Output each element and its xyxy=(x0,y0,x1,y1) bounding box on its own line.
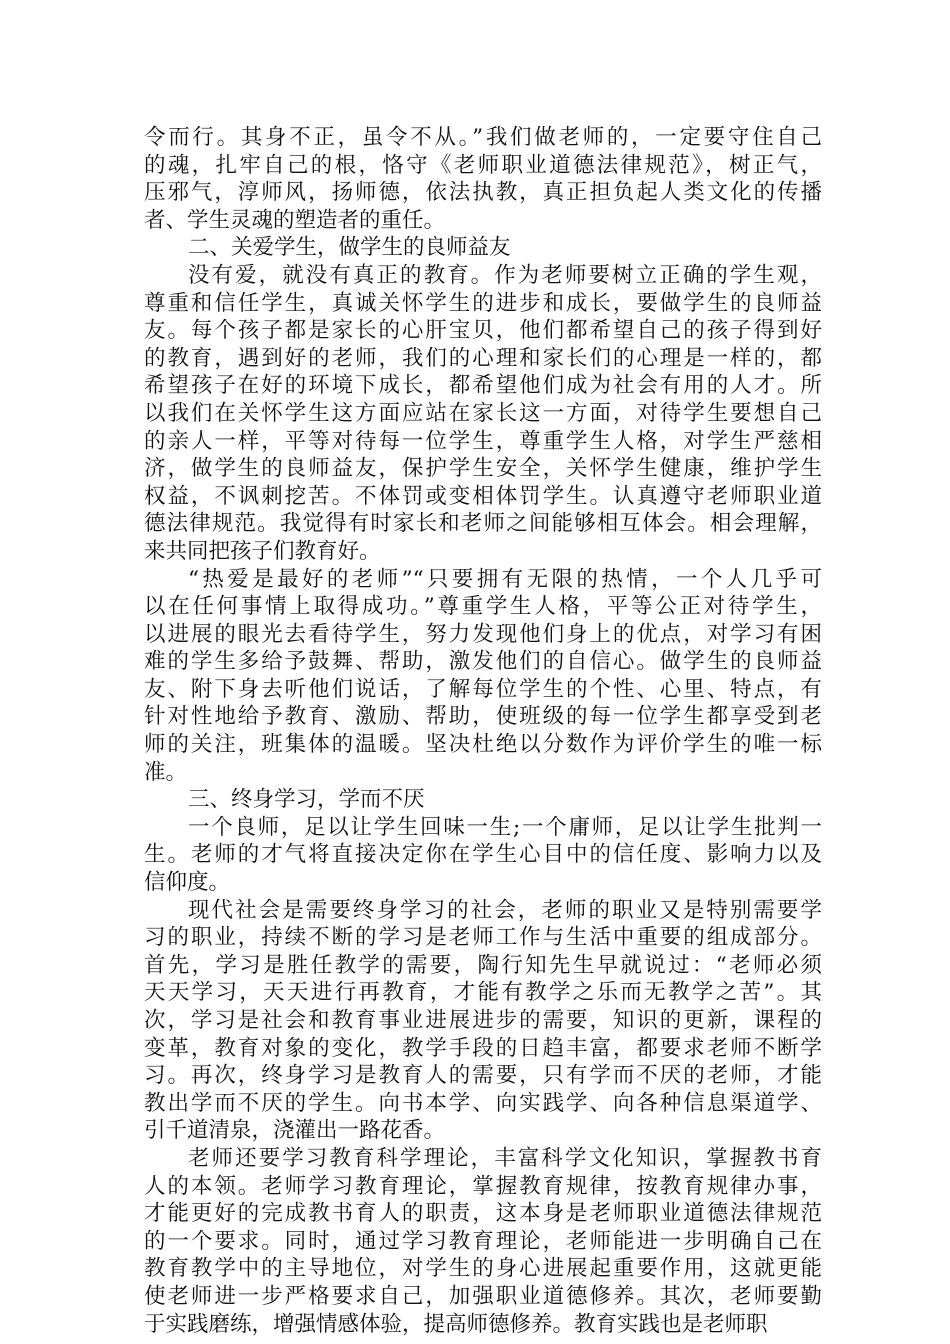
text-line: 教育教学中的主导地位，对学生的身心进展起重要作用，这就更能 xyxy=(144,1256,822,1282)
text-line: 老师还要学习教育科学理论，丰富科学文化知识，掌握教书育 xyxy=(188,1145,822,1171)
text-line: 天天学习，天天进行再教育，才能有教学之乐而无教学之苦”。其 xyxy=(144,980,822,1006)
text-line: 德法律规范。我觉得有时家长和老师之间能够相互体会。相会理解， xyxy=(144,511,822,537)
text-line: 生。老师的才气将直接决定你在学生心目中的信任度、影响力以及 xyxy=(144,842,822,868)
text-line: 的一个要求。同时，通过学习教育理论，老师能进一步明确自己在 xyxy=(144,1228,822,1254)
text-line: 济，做学生的良师益友，保护学生安全，关怀学生健康，维护学生 xyxy=(144,456,822,482)
section-heading-2 xyxy=(144,234,822,262)
text-line: 希望孩子在好的环境下成长，都希望他们成为社会有用的人才。所 xyxy=(144,373,822,399)
text-line: 次，学习是社会和教育事业进展进步的需要，知识的更新，课程的 xyxy=(144,1008,822,1033)
document-body xyxy=(144,124,822,1338)
text-line: 友、附下身去听他们说话，了解每位学生的个性、心里、特点，有 xyxy=(144,676,822,702)
text-line: 来共同把孩子们教育好。 xyxy=(144,538,381,564)
text-line: 压邪气，淳师风，扬师德，依法执教，真正担负起人类文化的传播 xyxy=(144,180,822,206)
text-line: 的教育，遇到好的老师，我们的心理和家长们的心理是一样的，都 xyxy=(144,345,822,371)
text-line: 习的职业，持续不断的学习是老师工作与生活中重要的组成部分。 xyxy=(144,925,822,951)
text-line: 习。再次，终身学习是教育人的需要，只有学而不厌的老师，才能 xyxy=(144,1063,822,1089)
paragraph-love-students xyxy=(144,262,822,566)
text-line: 引千道清泉，浇灌出一路花香。 xyxy=(144,1118,446,1144)
section-heading-3 xyxy=(144,786,822,814)
text-line: 的魂，扎牢自己的根，恪守《老师职业道德法律规范》，树正气， xyxy=(144,152,822,178)
text-line: 以在任何事情上取得成功。”尊重学生人格，平等公正对待学生， xyxy=(144,594,822,620)
text-line: 者、学生灵魂的塑造者的重任。 xyxy=(144,207,446,233)
text-line: 以进展的眼光去看待学生，努力发现他们身上的优点，对学习有困 xyxy=(144,621,822,647)
text-line: 以我们在关怀学生这方面应站在家长这一方面，对待学生要想自己 xyxy=(144,400,822,426)
text-line: 变革，教育对象的变化，教学手段的日趋丰富，都要求老师不断学 xyxy=(144,1035,822,1061)
paragraph-lifelong-learning xyxy=(144,897,822,1145)
text-line: 师的关注，班集体的温暖。坚决杜绝以分数作为评价学生的唯一标 xyxy=(144,732,822,758)
paragraph-education-theory xyxy=(144,1145,822,1338)
paragraph-intro-continuation xyxy=(144,124,822,234)
text-line: 信仰度。 xyxy=(144,870,231,896)
text-line: 三、终身学习，学而不厌 xyxy=(188,787,425,813)
text-line: 使老师进一步严格要求自己，加强职业道德修养。其次，老师要勤 xyxy=(144,1283,822,1309)
text-line: 权益，不讽刺挖苦。不体罚或变相体罚学生。认真遵守老师职业道 xyxy=(144,483,822,509)
text-line: 于实践磨练，增强情感体验，提高师德修养。教育实践也是老师职 xyxy=(144,1311,768,1337)
text-line: 教出学而不厌的学生。向书本学、向实践学、向各种信息渠道学、 xyxy=(144,1090,822,1116)
text-line: 准。 xyxy=(144,759,188,785)
text-line: 现代社会是需要终身学习的社会，老师的职业又是特别需要学 xyxy=(188,897,822,923)
text-line: 难的学生多给予鼓舞、帮助，激发他们的自信心。做学生的良师益 xyxy=(144,649,822,675)
text-line: 针对性地给予教育、激励、帮助，使班级的每一位学生都享受到老 xyxy=(144,704,822,730)
text-line: 友。每个孩子都是家长的心肝宝贝，他们都希望自己的孩子得到好 xyxy=(144,318,822,344)
paragraph-good-teacher xyxy=(144,814,822,897)
text-line: 首先，学习是胜任教学的需要，陶行知先生早就说过：“老师必须 xyxy=(144,952,822,978)
text-line: 才能更好的完成教书育人的职责，这本身是老师职业道德法律规范 xyxy=(144,1201,822,1227)
paragraph-passion xyxy=(144,566,822,787)
text-line: 令而行。其身不正，虽令不从。”我们做老师的，一定要守住自己 xyxy=(144,125,822,150)
text-line: 尊重和信任学生，真诚关怀学生的进步和成长，要做学生的良师益 xyxy=(144,290,822,316)
text-line: “热爱是最好的老师”“只要拥有无限的热情，一个人几乎可 xyxy=(188,566,822,592)
text-line: 二、关爱学生，做学生的良师益友 xyxy=(188,235,511,261)
text-line: 一个良师，足以让学生回味一生;一个庸师，足以让学生批判一 xyxy=(188,814,822,840)
text-line: 的亲人一样，平等对待每一位学生，尊重学生人格，对学生严慈相 xyxy=(144,428,822,454)
text-line: 没有爱，就没有真正的教育。作为老师要树立正确的学生观， xyxy=(188,262,822,288)
text-line: 人的本领。老师学习教育理论，掌握教育规律，按教育规律办事， xyxy=(144,1173,822,1199)
